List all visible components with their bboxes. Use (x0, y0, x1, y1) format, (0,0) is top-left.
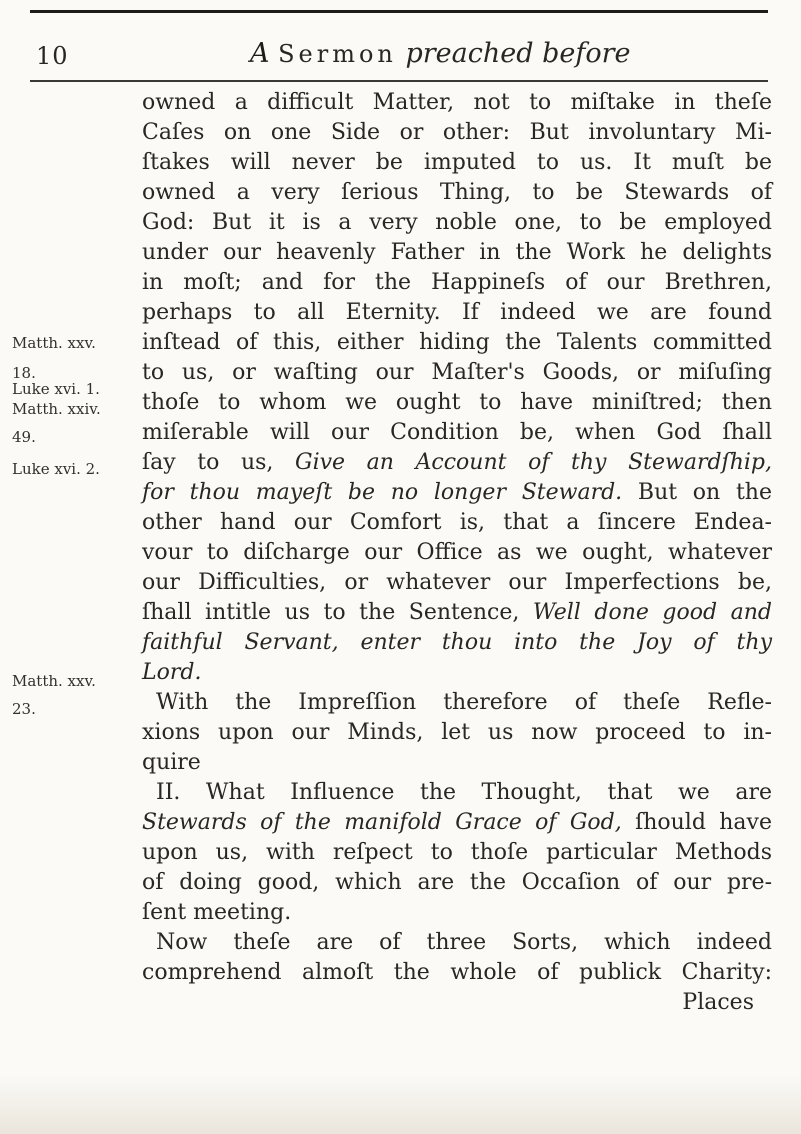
text-line (142, 628, 772, 658)
top-rule (30, 10, 768, 13)
text-line: Caſes on one Side or other: But involuntary Mi- (142, 120, 772, 145)
text-run: ſhall intitle us to the Sentence, (142, 600, 533, 625)
text-line: in moſt; and for the Happineſs of our Brethren, (142, 270, 772, 295)
text-line: With the Impreſſion therefore of theſe Refle- (156, 690, 772, 715)
text-line: inſtead of this, either hiding the Talents committed (142, 330, 772, 355)
text-line: quire (142, 750, 201, 775)
margin-note: Luke xvi. 1. (12, 380, 100, 398)
margin-note: 23. (12, 700, 36, 718)
catchword: Places (682, 990, 754, 1015)
text-line: God: But it is a very noble one, to be employed (142, 210, 772, 235)
text-line: miſerable will our Condition be, when God ſhall (142, 420, 772, 445)
text-line: xions upon our Minds, let us now proceed to in- (142, 720, 772, 745)
text-line (142, 448, 772, 478)
text-line: upon us, with reſpect to thoſe particular Methods (142, 840, 772, 865)
margin-note: Matth. xxv. (12, 672, 96, 690)
margin-note: Luke xvi. 2. (12, 460, 100, 478)
running-title-sermon: Sermon (278, 40, 397, 68)
text-line: thoſe to whom we ought to have miniſtred; then (142, 390, 772, 415)
text-line: of doing good, which are the Occaſion of our pre- (142, 870, 772, 895)
margin-note: 18. (12, 364, 36, 382)
text-line: perhaps to all Eternity. If indeed we are found (142, 300, 772, 325)
text-run: ſay to us, (142, 450, 295, 475)
margin-note: 49. (12, 428, 36, 446)
text-line: our Difficulties, or whatever our Imperfections be, (142, 570, 772, 595)
header-rule (30, 80, 768, 82)
page-number: 10 (36, 42, 69, 70)
running-title-a: A (250, 38, 270, 69)
scripture-quote: Lord. (142, 660, 202, 685)
text-line (142, 658, 772, 688)
text-line: other hand our Comfort is, that a ſincere Endea- (142, 510, 772, 535)
text-run: But on the (622, 480, 772, 505)
text-run: ſhould have (621, 810, 772, 835)
text-line: II. What Influence the Thought, that we are (156, 780, 772, 805)
text-line: ſtakes will never be imputed to us. It muſt be (142, 150, 772, 175)
running-title-rest: preached before (405, 38, 631, 69)
text-line (142, 808, 772, 838)
margin-note: Matth. xxv. (12, 334, 96, 352)
scripture-quote: for thou mayeſt be no longer Steward. (142, 480, 623, 505)
text-line: vour to diſcharge our Office as we ought, whatever (142, 540, 772, 565)
text-line: owned a very ſerious Thing, to be Stewards of (142, 180, 772, 205)
body-text (142, 88, 772, 1018)
scripture-quote: faithful Servant, enter thou into the Joy of thy (142, 630, 772, 655)
text-line: to us, or waſting our Maſter's Goods, or miſuſing (142, 360, 772, 385)
text-line (142, 478, 772, 508)
text-line: under our heavenly Father in the Work he delights (142, 240, 772, 265)
text-line: comprehend almoſt the whole of publick Charity: (142, 960, 772, 985)
text-line: ſent meeting. (142, 900, 292, 925)
text-line: Now theſe are of three Sorts, which indeed (156, 930, 772, 955)
page-edge-shading (0, 1074, 801, 1134)
text-line (142, 598, 772, 628)
scripture-quote: Stewards of the manifold Grace of God, (142, 810, 622, 835)
scripture-quote: Give an Account of thy Stewardſhip, (295, 450, 772, 475)
running-title (250, 38, 631, 69)
scripture-quote: Well done good and (532, 600, 772, 625)
text-line: owned a difficult Matter, not to miſtake in theſe (142, 90, 772, 115)
margin-note: Matth. xxiv. (12, 400, 101, 418)
